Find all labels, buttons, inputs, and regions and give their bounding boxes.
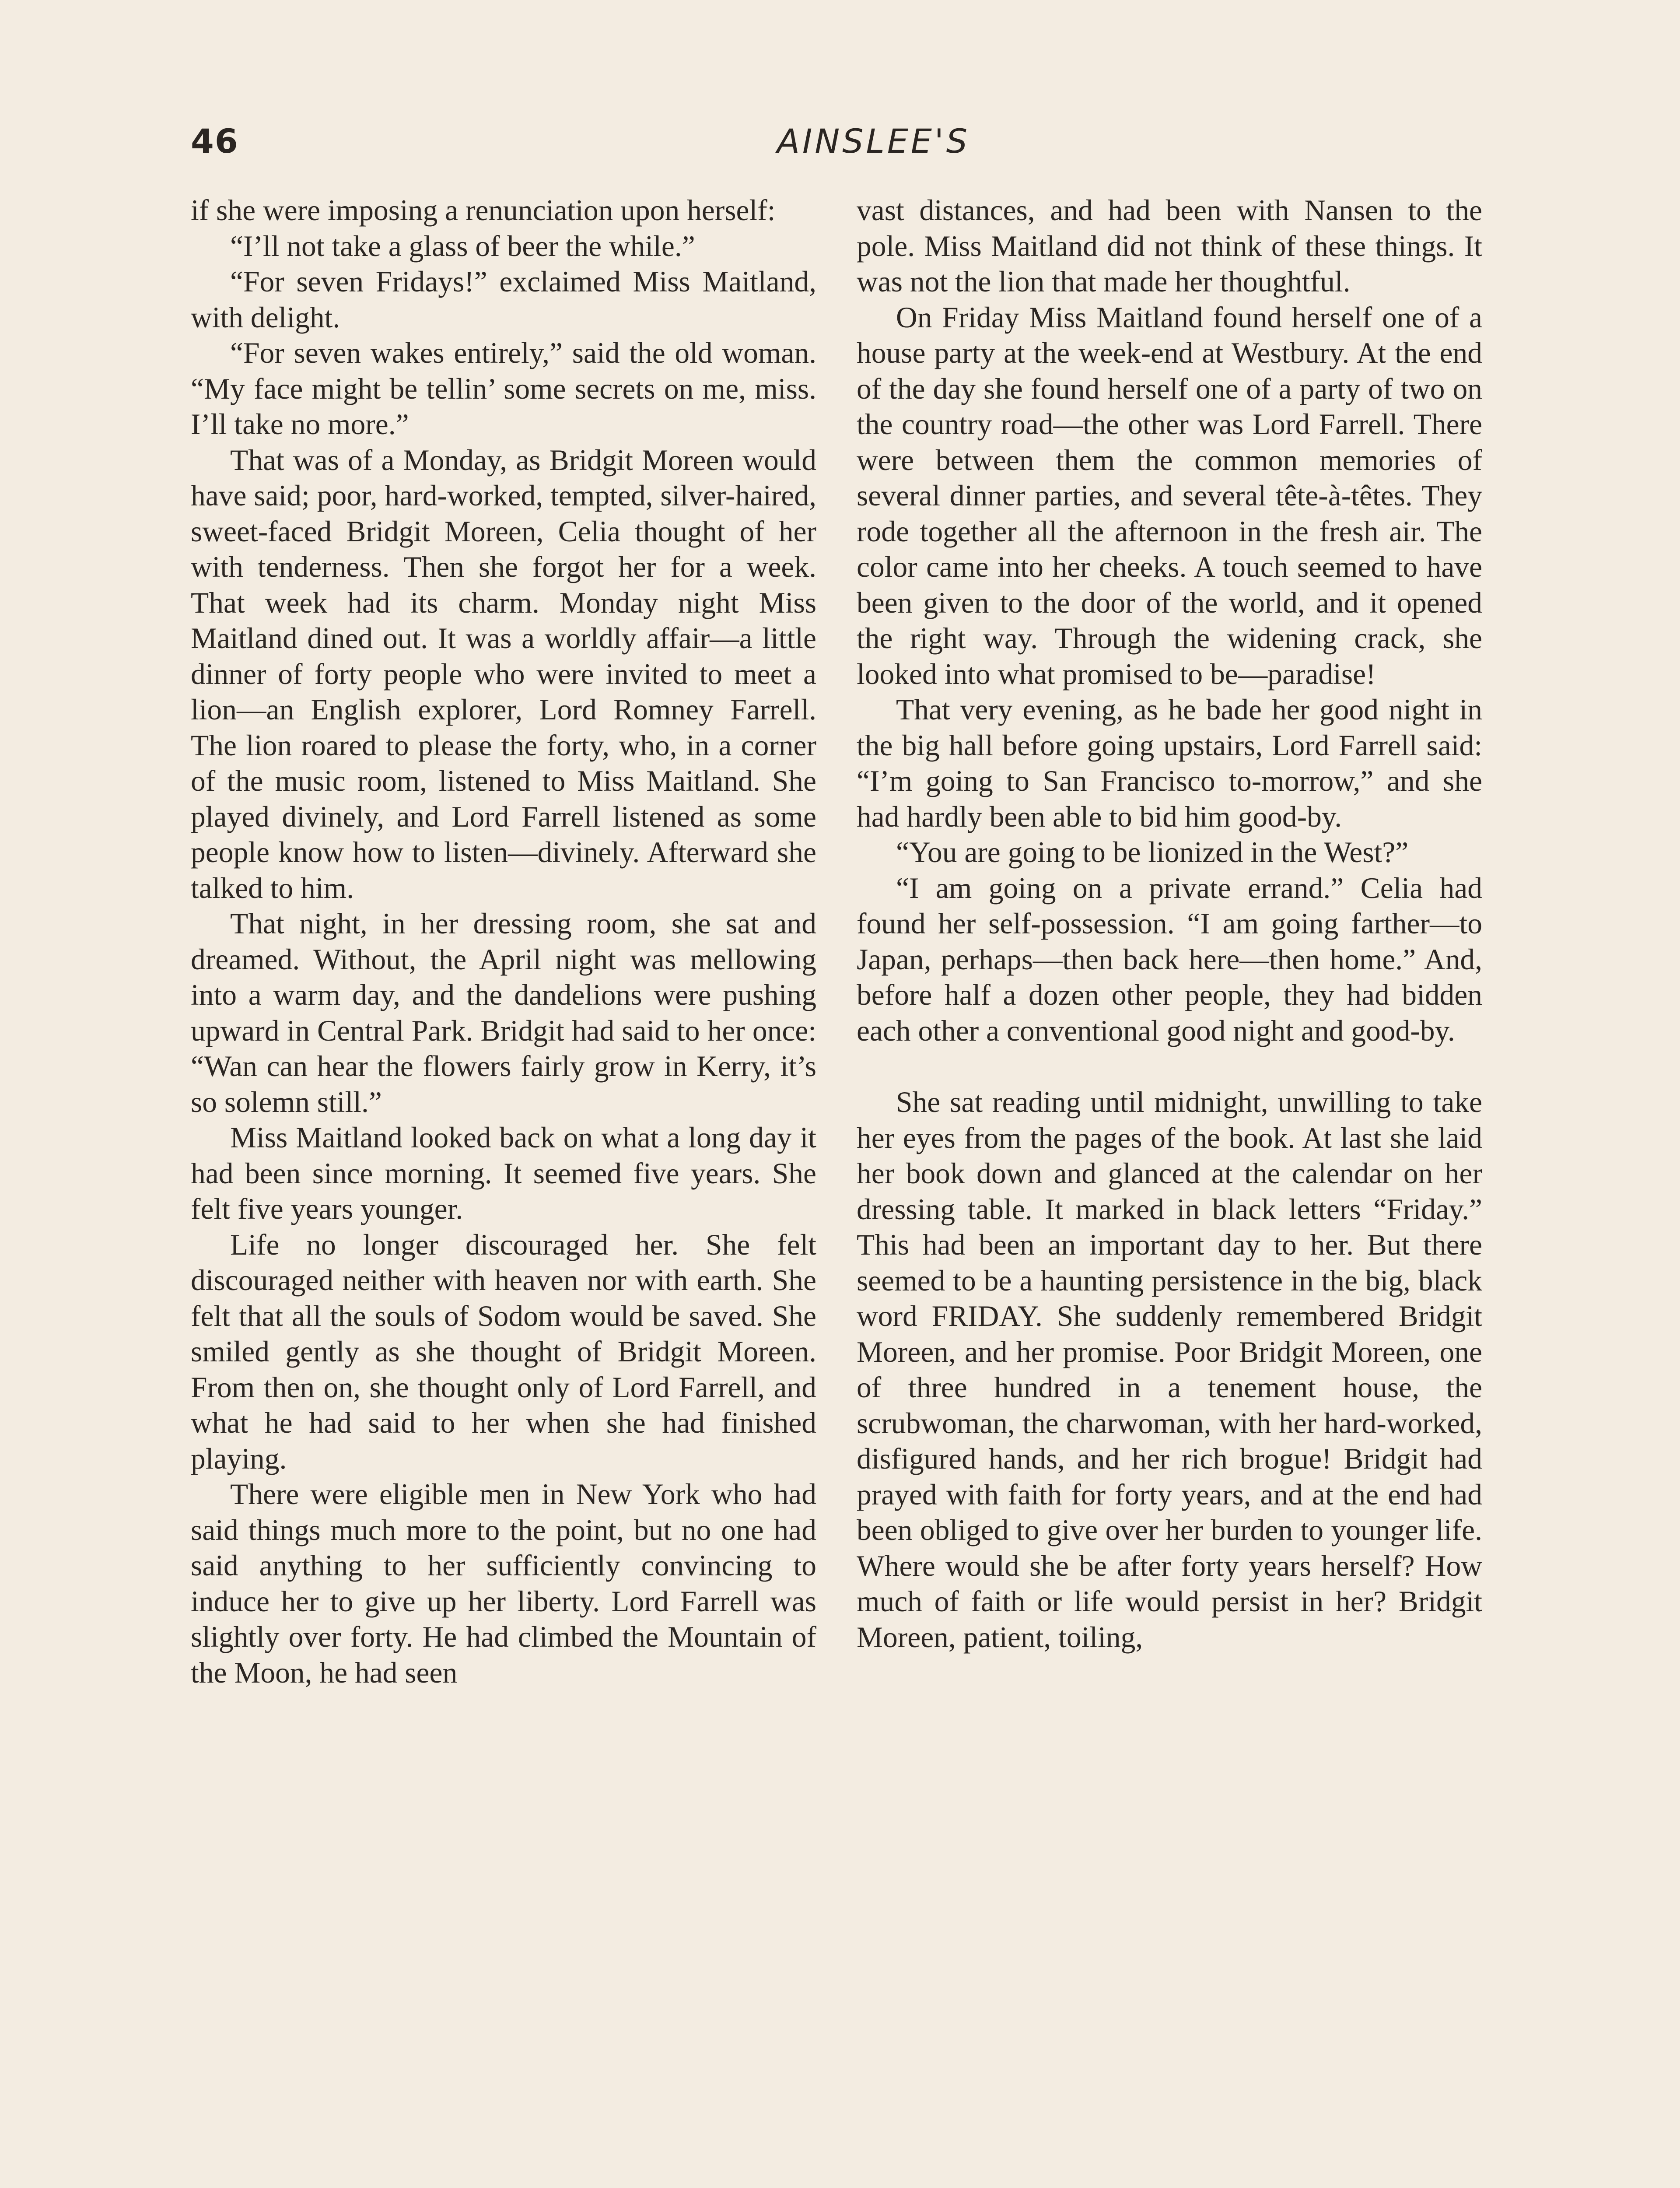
page-header	[191, 117, 1503, 165]
paragraph: “I’ll not take a glass of beer the while.”	[230, 229, 695, 263]
paragraph: if she were imposing a renunciation upon herself:	[191, 194, 776, 227]
paragraph: Life no longer discouraged her. She felt discouraged neither with heaven nor with earth. She felt that all the souls of Sodom would be saved. She smiled gently as she thought of Bridgit Moreen. From then on, she thought only of Lord Farrell, and what he had said to her when she had finished playing.	[191, 1228, 816, 1475]
paragraph: “For seven Fridays!” exclaimed Miss Maitland, with delight.	[191, 265, 816, 334]
paragraph: “You are going to be lionized in the West?”	[896, 836, 1409, 869]
paragraph: Miss Maitland looked back on what a long day it had been since morning. It seemed five years. She felt five years younger.	[191, 1121, 816, 1225]
paragraph: “I am going on a private errand.” Celia had found her self-possession. “I am going farther—to Japan, perhaps—then back here—then home.” And, before half a dozen other people, they had bidden each other a conventional good night and good-by.	[857, 871, 1482, 1047]
paragraph: “For seven wakes entirely,” said the old woman. “My face might be tellin’ some secrets on me, miss. I’ll take no more.”	[191, 337, 816, 441]
left-column	[191, 193, 816, 1690]
running-title: AINSLEE'S	[777, 122, 970, 161]
paragraph: There were eligible men in New York who had said things much more to the point, but no one had said anything to her sufficiently convincing to induce her to give up her liberty. Lord Farrell was slightly over forty. He had climbed the Mountain of the Moon, he had seen	[191, 1478, 816, 1689]
paragraph: She sat reading until midnight, unwilling to take her eyes from the pages of the book. At last she laid her book down and glanced at the calendar on her dressing table. It marked in black letters “Friday.” This had been an important day to her. But there seemed to be a haunting persistence in the big, black word FRIDAY. She suddenly remembered Bridgit Moreen, and her promise. Poor Bridgit Moreen, one of three hundred in a tenement house, the scrubwoman, the charwoman, with her hard-worked, disfigured hands, and her rich brogue! Bridgit had prayed with faith for forty years, and at the end had been obliged to give over her burden to younger life. Where would she be after forty years herself? How much of faith or life would persist in her? Bridgit Moreen, patient, toiling,	[857, 1086, 1482, 1654]
paragraph: That was of a Monday, as Bridgit Moreen would have said; poor, hard-worked, tempted, silver-haired, sweet-faced Bridgit Moreen, Celia thought of her with tenderness. Then she forgot her for a week. That week had its charm. Monday night Miss Maitland dined out. It was a worldly affair—a little dinner of forty people who were invited to meet a lion—an English explorer, Lord Romney Farrell. The lion roared to please the forty, who, in a corner of the music room, listened to Miss Maitland. She played divinely, and Lord Farrell listened as some people know how to listen—divinely. Afterward she talked to him.	[191, 443, 816, 905]
paragraph: That night, in her dressing room, she sat and dreamed. Without, the April night was mellowing into a warm day, and the dandelions were pushing upward in Central Park. Bridgit had said to her once: “Wan can hear the flowers fairly grow in Kerry, it’s so solemn still.”	[191, 907, 816, 1119]
paragraph: That very evening, as he bade her good night in the big hall before going upstairs, Lord Farrell said: “I’m going to San Francisco to-morrow,” and she had hardly been able to bid him good-by.	[857, 693, 1482, 833]
paragraph: On Friday Miss Maitland found herself one of a house party at the week-end at Westbury. At the end of the day she found herself one of a party of two on the country road—the other was Lord Farrell. There were between them the common memories of several dinner parties, and several tête-à-têtes. They rode together all the afternoon in the fresh air. The color came into her cheeks. A touch seemed to have been given to the door of the world, and it opened the right way. Through the widening crack, she looked into what promised to be—paradise!	[857, 301, 1482, 691]
paragraph: vast distances, and had been with Nansen to the pole. Miss Maitland did not think of these things. It was not the lion that made her thoughtful.	[857, 194, 1482, 298]
right-column	[857, 193, 1482, 1655]
page-number: 46	[191, 122, 239, 161]
